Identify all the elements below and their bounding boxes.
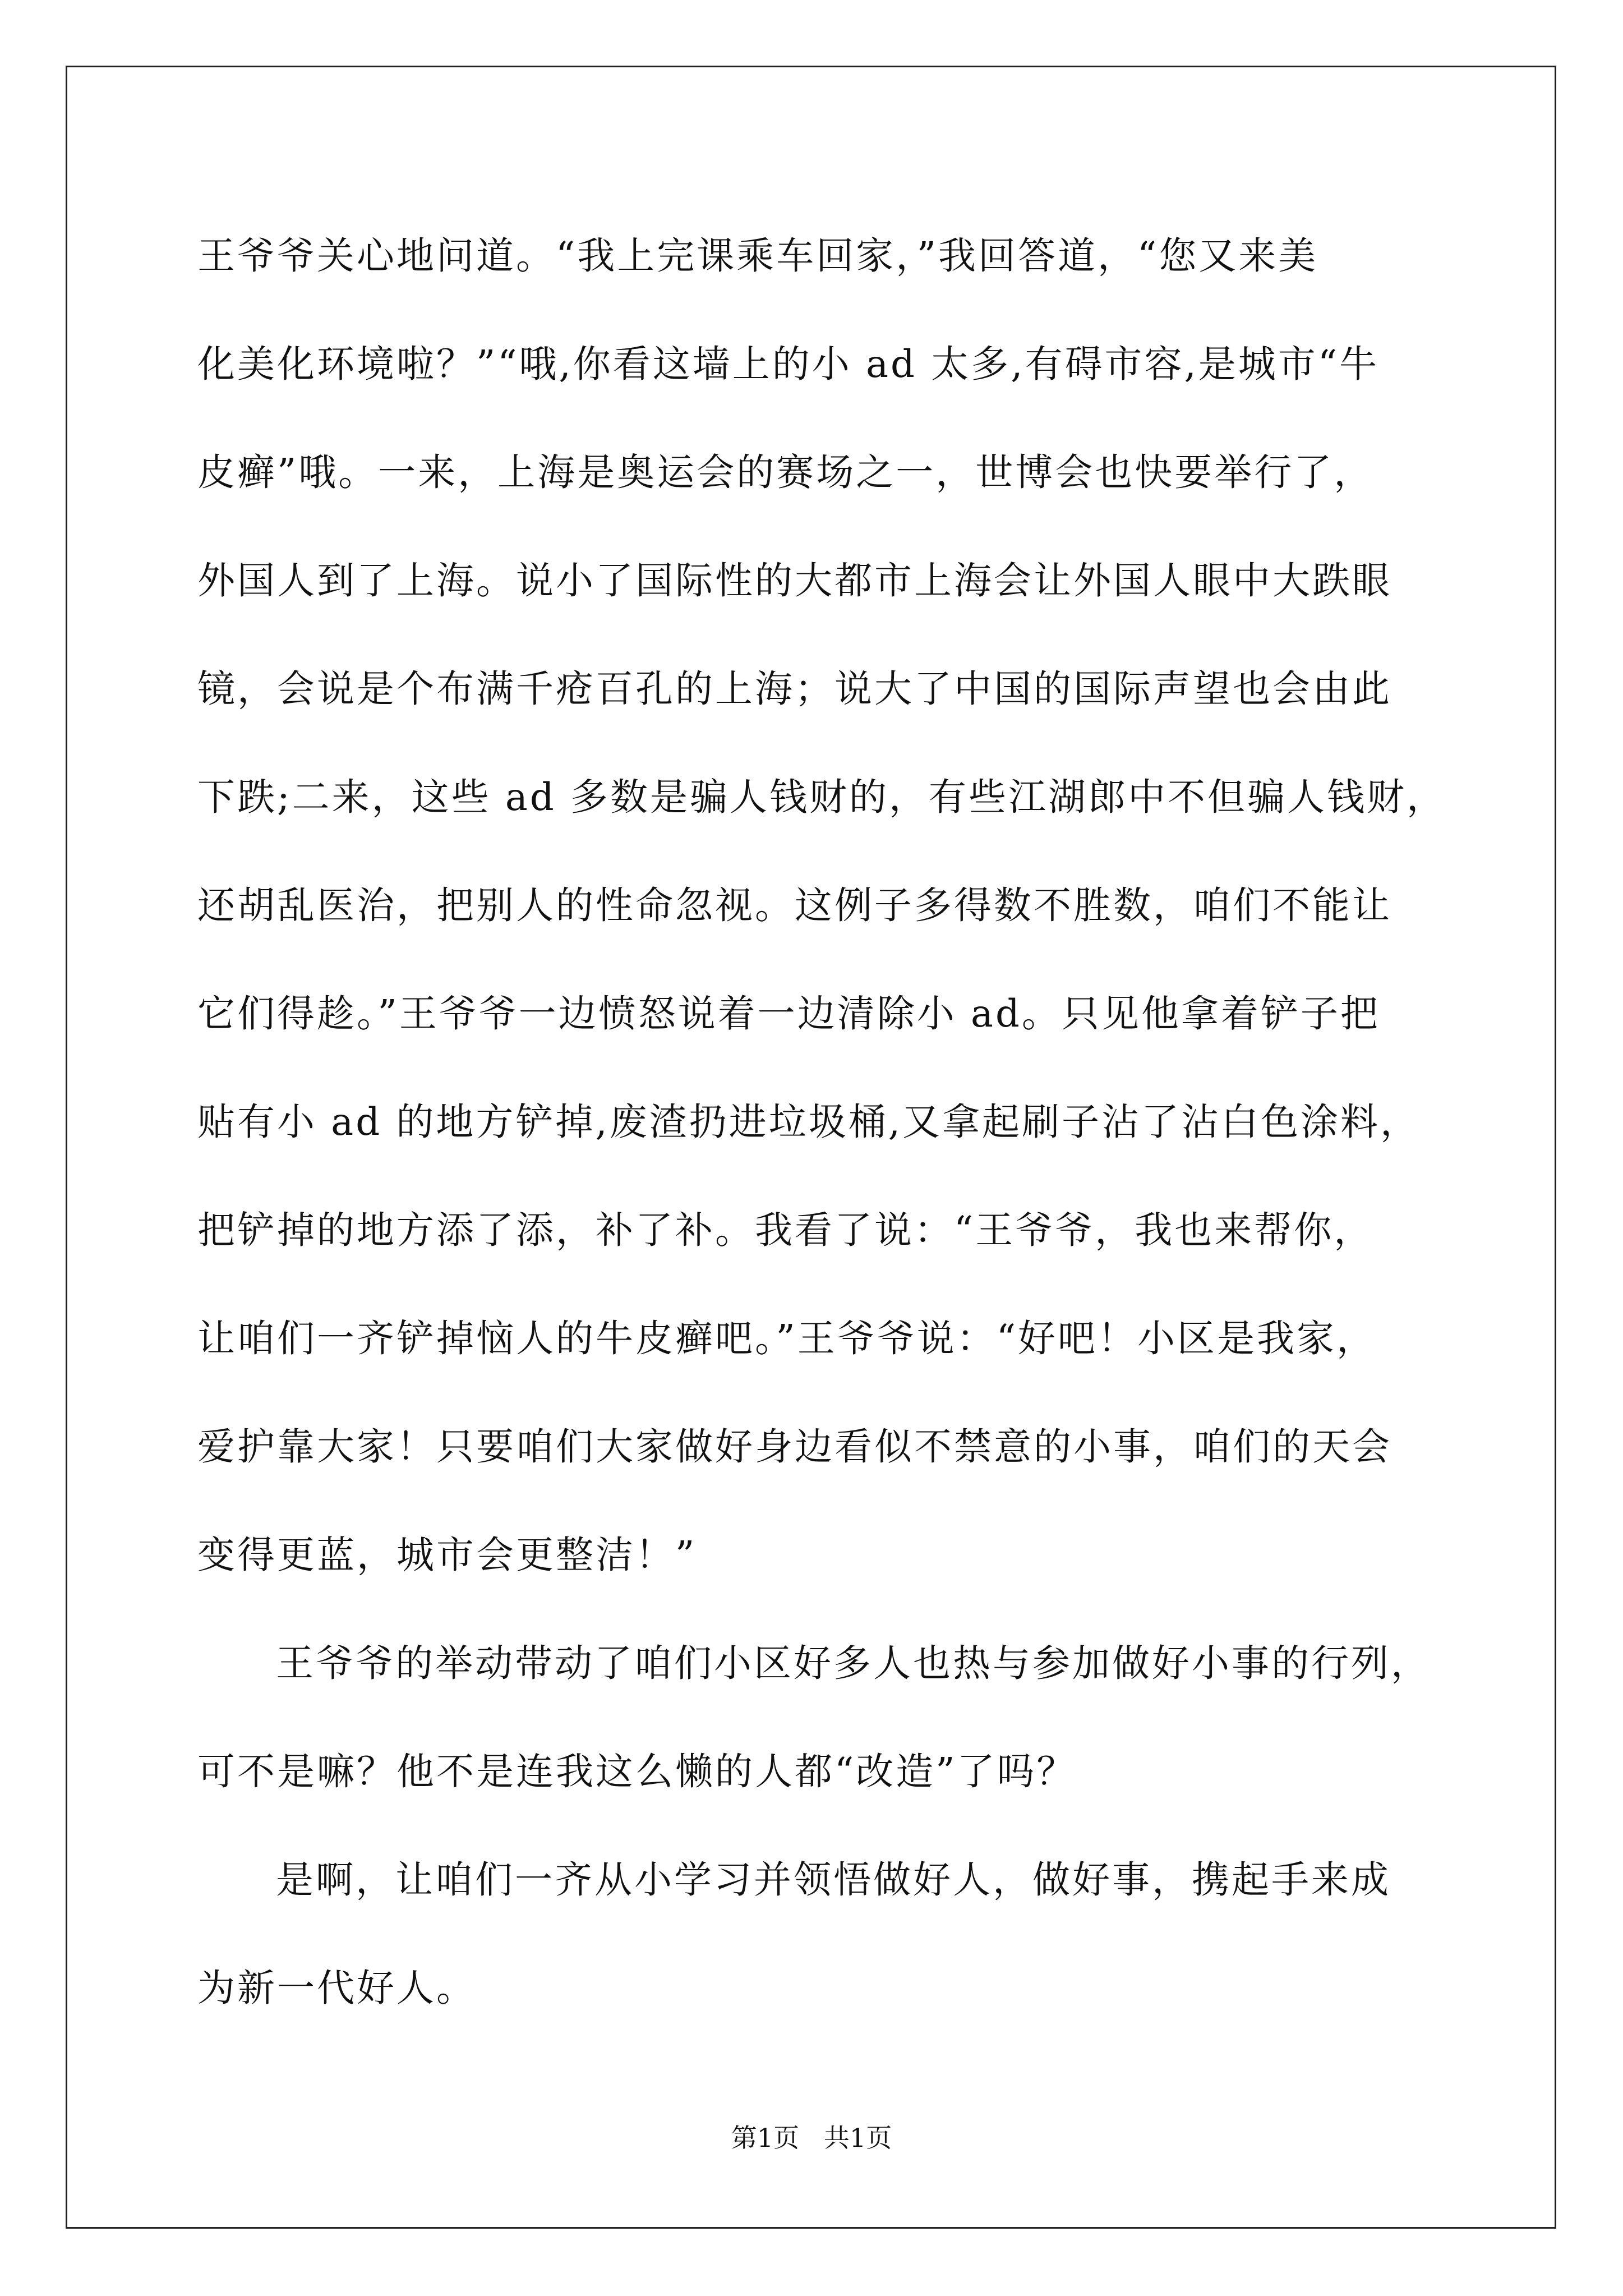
paragraph-first-line: 是啊，让咱们一齐从小学习并领悟做好人，做好事，携起手来成 (276, 1858, 1391, 1902)
body-text (197, 202, 1446, 2042)
paragraph-first-line: 王爷爷的举动带动了咱们小区好多人也热与参加做好小事的行列， (276, 1641, 1431, 1685)
text-line: 让咱们一齐铲掉恼人的牛皮癣吧。”王爷爷说：“好吧！小区是我家， (197, 1317, 1377, 1360)
text-line: 它们得趁。”王爷爷一边愤怒说着一边清除小 ad。只见他拿着铲子把 (197, 992, 1380, 1036)
text-line: 为新一代好人。 (197, 1966, 476, 2010)
text-line: 可不是嘛？他不是连我这么懒的人都“改造”了吗？ (197, 1750, 1077, 1793)
text-line: 贴有小 ad 的地方铲掉,废渣扔进垃圾桶,又拿起刷子沾了沾白色涂料， (197, 1100, 1421, 1144)
text-line: 爱护靠大家！只要咱们大家做好身边看似不禁意的小事，咱们的天会 (197, 1425, 1392, 1469)
text-line: 外国人到了上海。说小了国际性的大都市上海会让外国人眼中大跌眼 (197, 559, 1392, 602)
text-line: 下跌;二来，这些 ad 多数是骗人钱财的，有些江湖郎中不但骗人钱财， (197, 775, 1446, 819)
text-line: 镜，会说是个布满千疮百孔的上海；说大了中国的国际声望也会由此 (197, 667, 1392, 711)
text-line: 化美化环境啦？”“哦,你看这墙上的小 ad 太多,有碍市容,是城市“牛 (197, 342, 1380, 386)
text-line: 王爷爷关心地问道。“我上完课乘车回家，”我回答道，“您又来美 (197, 234, 1318, 278)
text-line: 把铲掉的地方添了添，补了补。我看了说：“王爷爷，我也来帮你， (197, 1208, 1374, 1252)
text-line: 还胡乱医治，把别人的性命忽视。这例子多得数不胜数，咱们不能让 (197, 884, 1392, 927)
page-footer: 第1页 共1页 (731, 2123, 892, 2153)
text-line: 变得更蓝，城市会更整洁！” (197, 1533, 697, 1577)
text-line: 皮癣”哦。一来，上海是奥运会的赛场之一，世博会也快要举行了， (197, 450, 1374, 494)
